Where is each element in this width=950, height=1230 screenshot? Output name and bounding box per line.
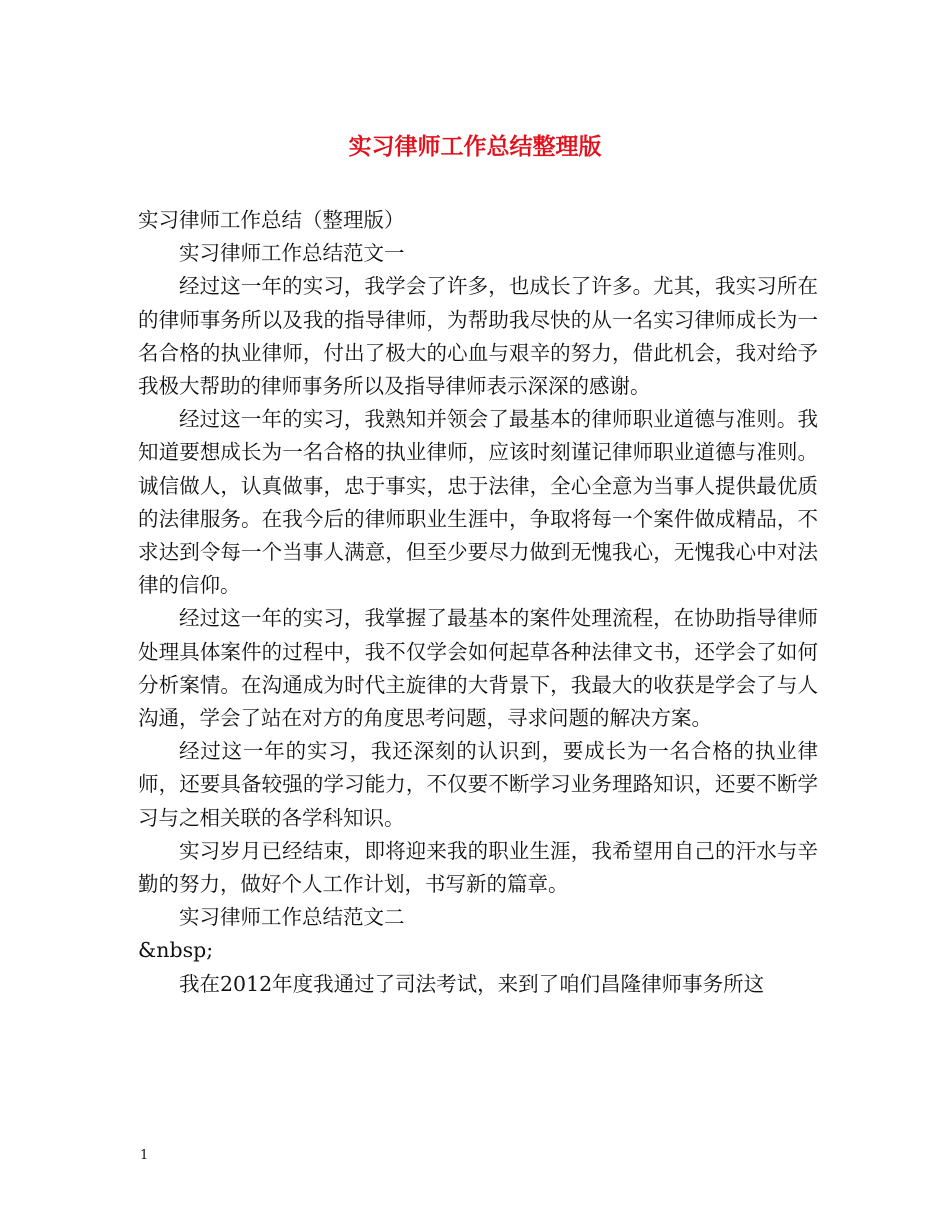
paragraph: 实习岁月已经结束，即将迎来我的职业生涯，我希望用自己的汗水与辛勤的努力，做好个人工作计划，书写新的篇章。 (138, 838, 818, 897)
document-title: 实习律师工作总结整理版 (348, 134, 602, 160)
paragraph: 经过这一年的实习，我熟知并领会了最基本的律师职业道德与准则。我知道要想成长为一名合格的执业律师，应该时刻谨记律师职业道德与准则。诚信做人，认真做事，忠于事实，忠于法律，全心全意为当事人提供最优质的法律服务。在我今后的律师职业生涯中，争取将每一个案件做成精品，不求达到令每一个当事人满意，但至少要尽力做到无愧我心，无愧我心中对法律的信仰。 (138, 407, 818, 598)
paragraph: 经过这一年的实习，我学会了许多，也成长了许多。尤其，我实习所在的律师事务所以及我的指导律师，为帮助我尽快的从一名实习律师成长为一名合格的执业律师，付出了极大的心血与艰辛的努力，借此机会，我对给予我极大帮助的律师事务所以及指导律师表示深深的感谢。 (138, 274, 818, 399)
paragraph-heading: 实习律师工作总结（整理版） (138, 208, 405, 232)
page-number: 1 (140, 1148, 149, 1163)
paragraph: 我在2012年度我通过了司法考试，来到了咱们昌隆律师事务所这 (179, 971, 765, 996)
document-body (138, 204, 818, 1001)
paragraph: 经过这一年的实习，我掌握了最基本的案件处理流程，在协助指导律师处理具体案件的过程中，我不仅学会如何起草各种法律文书，还学会了如何分析案情。在沟通成为时代主旋律的大背景下，我最大的收获是学会了与人沟通，学会了站在对方的角度思考问题，寻求问题的解决方案。 (138, 606, 818, 731)
section-heading-1: 实习律师工作总结范文一 (179, 241, 405, 266)
section-heading-2: 实习律师工作总结范文二 (179, 905, 405, 930)
paragraph: 经过这一年的实习，我还深刻的认识到，要成长为一名合格的执业律师，还要具备较强的学习能力，不仅要不断学习业务理路知识，还要不断学习与之相关联的各学科知识。 (138, 739, 818, 830)
nbsp-literal: &nbsp; (138, 938, 214, 963)
